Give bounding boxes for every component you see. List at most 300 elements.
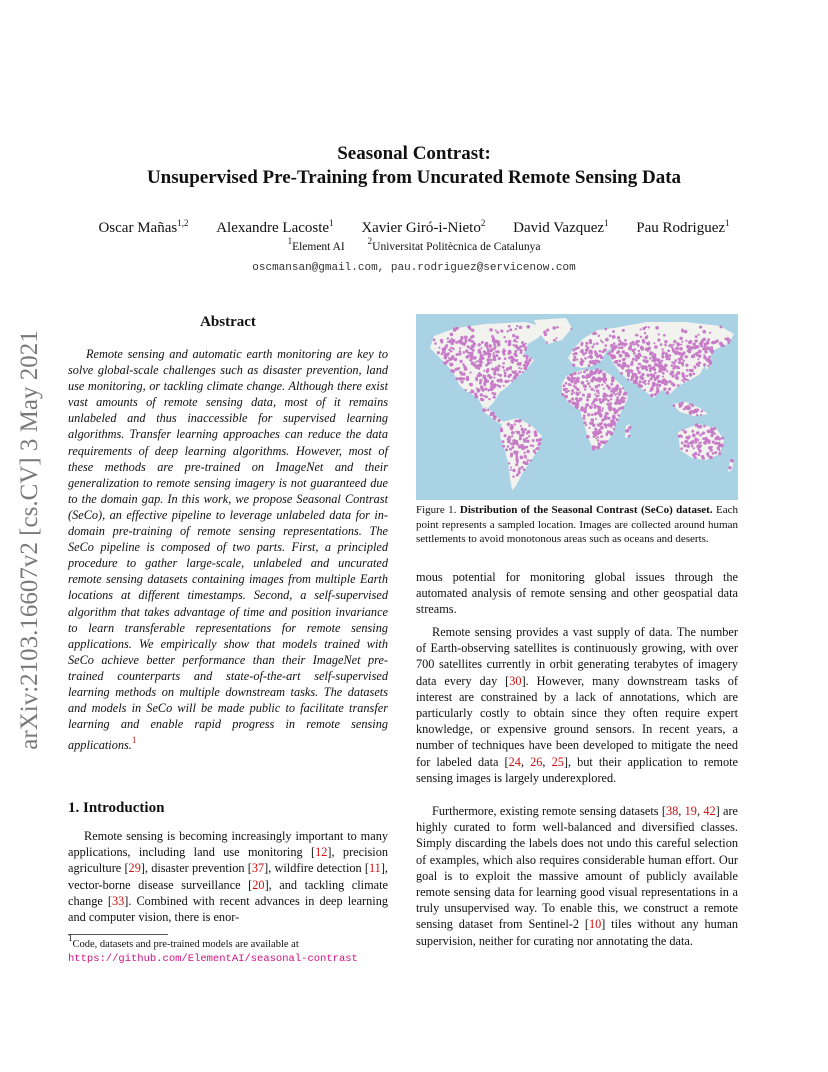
sample-point: [661, 382, 663, 384]
sample-point: [484, 380, 487, 383]
text-run: ]. However, many downstream tasks of interest are constrained by a lack of annotations, which are particularly costly to obtain since they often require expert knowledge, or expensive ground sensors. In recent years, a number of techniques have been developed to mitigate the need for labeled data [: [416, 673, 738, 769]
sample-point: [692, 372, 695, 375]
sample-point: [514, 377, 516, 379]
sample-point: [489, 345, 492, 348]
sample-point: [689, 369, 692, 372]
sample-point: [611, 350, 614, 353]
sample-point: [588, 414, 590, 416]
citation-link[interactable]: 37: [251, 861, 265, 876]
text-run: ,: [542, 754, 552, 769]
sample-point: [444, 354, 447, 357]
sample-point: [496, 331, 499, 334]
sample-point: [714, 433, 716, 435]
sample-point: [668, 345, 670, 347]
sample-point: [455, 377, 458, 380]
sample-point: [532, 439, 535, 442]
sample-point: [520, 425, 522, 427]
sample-point: [519, 364, 521, 366]
sample-point: [464, 339, 467, 342]
sample-point: [497, 350, 500, 353]
sample-point: [502, 445, 505, 448]
sample-point: [654, 383, 657, 386]
sample-point: [681, 341, 683, 343]
sample-point: [703, 354, 705, 356]
text-run: ], disaster prevention [: [140, 861, 252, 876]
sample-point: [645, 326, 647, 328]
sample-point: [478, 344, 480, 346]
sample-point: [503, 353, 506, 356]
sample-point: [697, 364, 700, 367]
sample-point: [594, 332, 597, 335]
sample-point: [684, 330, 687, 333]
sample-point: [668, 357, 671, 360]
sample-point: [660, 343, 663, 346]
sample-point: [438, 347, 440, 349]
sample-point: [517, 347, 521, 351]
sample-point: [556, 326, 558, 328]
sample-point: [680, 344, 682, 346]
sample-point: [664, 340, 667, 343]
sample-point: [586, 396, 588, 398]
citation-link[interactable]: 19: [684, 804, 697, 818]
sample-point: [627, 378, 629, 380]
sample-point: [566, 376, 569, 379]
sample-point: [618, 415, 620, 417]
citation-link[interactable]: 12: [315, 845, 328, 860]
sample-point: [502, 440, 505, 443]
sample-point: [498, 385, 501, 388]
abstract-body: Remote sensing and automatic earth monitoring are key to solve global-scale challenges such as disaster prevention, land use monitoring, or tackling climate change. Although there exist vast amounts of remote sensing data, most of it remains unlabeled and thus inaccessible for supervised learning algorithms. Transfer learning approaches can reduce the data requirements of deep learning algorithms. However, most of these methods are pre-trained on ImageNet and their generalization to remote sensing imagery is not guaranteed due to the domain gap. In this work, we propose Seasonal Contrast (SeCo), an effective pipeline to leverage unlabeled data for in-domain pre-training of remote sensing representations. The SeCo pipeline is composed of two parts. First, a principled procedure to gather large-scale, unlabeled and uncurated remote sensing datasets containing images from multiple Earth locations at different timestamps. Second, a self-supervised algorithm that takes advantage of time and position invariance to learn transferable representations for remote sensing applications. We empirically show that models trained with SeCo achieve better performance than their ImageNet pre-trained counterparts and state-of-the-art self-supervised learning methods on multiple downstream tasks. The datasets and models in SeCo will be made public to facilitate transfer learning and enable rapid progress in remote sensing applications.$^1$: [68, 347, 388, 753]
sample-point: [707, 452, 709, 454]
sample-point: [516, 420, 519, 423]
sample-point: [597, 430, 600, 433]
sample-point: [523, 354, 526, 357]
sample-point: [486, 370, 488, 372]
sample-point: [481, 388, 483, 390]
sample-point: [509, 448, 512, 451]
sample-point: [669, 372, 672, 375]
sample-point: [631, 370, 633, 372]
citation-link[interactable]: 42: [703, 804, 716, 818]
sample-point: [671, 364, 674, 367]
sample-point: [480, 393, 483, 396]
sample-point: [568, 384, 570, 386]
author: Oscar Mañas$^{1,2}$: [98, 218, 189, 236]
sample-point: [697, 358, 699, 360]
sample-point: [699, 343, 701, 345]
sample-point: [472, 362, 475, 365]
sample-point: [661, 355, 664, 358]
sample-point: [511, 361, 513, 363]
sample-point: [603, 388, 605, 390]
sample-point: [699, 434, 701, 436]
sample-point: [477, 360, 479, 362]
sample-point: [466, 368, 468, 370]
sample-point: [572, 348, 575, 351]
sample-point: [605, 432, 608, 435]
sample-point: [715, 339, 718, 342]
sample-point: [594, 393, 596, 395]
sample-point: [590, 418, 594, 422]
paragraph-remote-sensing-supply: [416, 624, 738, 786]
sample-point: [526, 325, 530, 329]
text-run: ] tiles without any human supervision, neither for curating nor annotating the data.: [416, 917, 739, 948]
sample-point: [710, 434, 713, 437]
sample-point: [618, 394, 621, 397]
sample-point: [480, 398, 483, 401]
sample-point: [683, 359, 685, 361]
sample-point: [503, 369, 505, 371]
sample-point: [585, 376, 588, 379]
sample-point: [528, 424, 530, 426]
sample-point: [602, 398, 605, 401]
sample-point: [565, 382, 568, 385]
sample-point: [524, 428, 527, 431]
sample-point: [694, 452, 698, 456]
sample-point: [512, 334, 515, 337]
sample-point: [599, 351, 601, 353]
sample-point: [485, 395, 488, 398]
sample-point: [691, 430, 694, 433]
sample-point: [694, 346, 697, 349]
sample-point: [451, 338, 453, 340]
sample-point: [666, 370, 668, 372]
sample-point: [640, 336, 642, 338]
sample-point: [607, 399, 610, 402]
sample-point: [472, 346, 474, 348]
sample-point: [572, 353, 574, 355]
sample-point: [570, 376, 573, 379]
title-line-1: Seasonal Contrast:: [337, 143, 491, 164]
sample-point: [683, 377, 686, 380]
sample-point: [630, 362, 633, 365]
sample-point: [594, 406, 597, 409]
sample-point: [728, 466, 731, 469]
sample-point: [448, 357, 450, 359]
sample-point: [662, 376, 664, 378]
sample-point: [568, 400, 571, 403]
sample-point: [616, 396, 619, 399]
sample-point: [686, 369, 689, 372]
sample-point: [484, 409, 486, 411]
sample-point: [601, 422, 604, 425]
sample-point: [712, 452, 715, 455]
sample-point: [602, 407, 604, 409]
author-emails[interactable]: oscmansan@gmail.com, pau.rodriguez@servicenow.com: [252, 262, 576, 274]
citation-link[interactable]: 25: [551, 754, 564, 769]
sample-point: [490, 386, 492, 388]
sample-point: [662, 379, 664, 381]
sample-point: [622, 387, 624, 389]
sample-point: [469, 328, 472, 331]
sample-point: [478, 350, 481, 353]
sample-point: [620, 365, 623, 368]
sample-point: [662, 351, 665, 354]
sample-point: [573, 402, 577, 406]
sample-point: [468, 354, 471, 357]
sample-point: [706, 341, 710, 345]
sample-point: [596, 342, 599, 345]
sample-point: [502, 350, 505, 353]
sample-point: [596, 360, 599, 363]
sample-point: [478, 368, 480, 370]
sample-point: [585, 424, 587, 426]
sample-point: [694, 456, 697, 459]
sample-point: [686, 444, 689, 447]
sample-point: [654, 393, 657, 396]
sample-point: [440, 339, 443, 342]
sample-point: [510, 469, 512, 471]
title-line-2: Unsupervised Pre-Training from Uncurated Remote Sensing Data: [146, 167, 682, 188]
sample-point: [516, 442, 519, 445]
citation-link[interactable]: 24: [508, 754, 521, 769]
sample-point: [648, 364, 651, 367]
sample-point: [469, 352, 471, 354]
sample-point: [594, 428, 597, 431]
sample-point: [564, 395, 568, 399]
sample-point: [620, 400, 622, 402]
citation-link[interactable]: 10: [588, 917, 602, 932]
sample-point: [459, 371, 462, 374]
sample-point: [668, 354, 671, 357]
sample-point: [510, 425, 512, 427]
sample-point: [592, 362, 594, 364]
sample-point: [636, 366, 640, 370]
sample-point: [584, 406, 587, 409]
sample-point: [644, 332, 646, 334]
sample-point: [508, 374, 510, 376]
sample-point: [589, 354, 593, 358]
sample-point: [462, 372, 466, 376]
sample-point: [687, 345, 689, 347]
sample-point: [654, 372, 657, 375]
sample-point: [484, 388, 487, 391]
sample-point: [633, 352, 636, 355]
sample-point: [451, 343, 453, 345]
sample-point: [619, 388, 622, 391]
sample-point: [604, 423, 607, 426]
sample-point: [453, 328, 457, 332]
sample-point: [515, 336, 519, 340]
sample-point: [685, 364, 688, 367]
sample-point: [664, 382, 668, 386]
sample-point: [662, 366, 665, 369]
sample-point: [690, 346, 693, 349]
sample-point: [661, 360, 663, 362]
sample-point: [604, 328, 607, 331]
sample-point: [589, 422, 592, 425]
sample-point: [665, 352, 668, 355]
sample-point: [696, 431, 700, 435]
sample-point: [479, 357, 483, 361]
sample-point: [695, 335, 698, 338]
sample-point: [619, 342, 623, 346]
sample-point: [704, 440, 707, 443]
sample-point: [709, 361, 713, 365]
sample-point: [681, 362, 684, 365]
text-run: Remote sensing provides a vast supply of data. The number of Earth-observing satellites is continuously growing, with over 700 satellites currently in orbit generating terabytes of imagery data every day [: [416, 625, 738, 688]
sample-point: [709, 349, 713, 353]
sample-point: [485, 364, 488, 367]
sample-point: [588, 351, 591, 354]
sample-point: [693, 365, 695, 367]
sample-point: [627, 374, 630, 377]
affiliations: [60, 236, 768, 253]
sample-point: [518, 471, 521, 474]
sample-point: [483, 353, 485, 355]
sample-point: [599, 401, 602, 404]
sample-point: [494, 370, 497, 373]
sample-point: [519, 437, 522, 440]
sample-point: [518, 445, 522, 449]
sample-point: [513, 352, 517, 356]
sample-point: [487, 347, 490, 350]
sample-point: [674, 359, 677, 362]
sample-point: [638, 353, 641, 356]
sample-point: [679, 337, 683, 341]
sample-point: [512, 344, 514, 346]
sample-point: [636, 334, 638, 336]
sample-point: [610, 393, 614, 397]
sample-point: [497, 343, 501, 347]
sample-point: [686, 375, 688, 377]
sample-point: [654, 378, 657, 381]
sample-point: [625, 343, 628, 346]
sample-point: [526, 432, 528, 434]
sample-point: [689, 373, 693, 377]
sample-point: [727, 341, 730, 344]
sample-point: [593, 343, 595, 345]
sample-point: [493, 347, 496, 350]
footnote-link[interactable]: https://github.com/ElementAI/seasonal-contrast: [68, 953, 358, 965]
sample-point: [646, 349, 649, 352]
citation-link[interactable]: 26: [530, 754, 543, 769]
sample-point: [702, 348, 705, 351]
sample-point: [714, 451, 717, 454]
sample-point: [681, 442, 684, 445]
sample-point: [606, 412, 609, 415]
sample-point: [634, 348, 636, 350]
sample-point: [576, 358, 578, 360]
sample-point: [629, 345, 632, 348]
sample-point: [573, 392, 575, 394]
sample-point: [577, 346, 580, 349]
sample-point: [452, 347, 455, 350]
sample-point: [632, 343, 634, 345]
sample-point: [641, 347, 644, 350]
citation-link[interactable]: 11: [368, 861, 381, 876]
sample-point: [721, 437, 724, 440]
sample-point: [574, 386, 577, 389]
sample-point: [447, 337, 449, 339]
sample-point: [506, 369, 508, 371]
sample-point: [447, 341, 449, 343]
sample-point: [535, 448, 537, 450]
sample-point: [475, 377, 478, 380]
citation-link[interactable]: 38: [665, 804, 679, 818]
sample-point: [684, 440, 687, 443]
sample-point: [519, 434, 523, 438]
sample-point: [624, 358, 626, 360]
sample-point: [561, 393, 564, 396]
sample-point: [581, 342, 584, 345]
text-run: ], precision agriculture [: [68, 845, 389, 876]
sample-point: [648, 341, 650, 343]
sample-point: [589, 385, 591, 387]
sample-point: [491, 380, 494, 383]
sample-point: [683, 381, 685, 383]
sample-point: [620, 346, 623, 349]
sample-point: [492, 354, 494, 356]
sample-point: [574, 380, 576, 382]
sample-point: [528, 435, 530, 437]
sample-point: [653, 368, 656, 371]
sample-point: [521, 447, 525, 451]
sample-point: [553, 339, 556, 342]
sample-point: [651, 359, 653, 361]
citation-link[interactable]: 33: [111, 893, 125, 908]
footnote-marker[interactable]: 1: [131, 735, 137, 746]
sample-point: [616, 351, 619, 354]
sample-point: [618, 339, 621, 342]
citation-link[interactable]: 29: [128, 861, 141, 876]
sample-point: [617, 402, 620, 405]
sample-point: [602, 350, 605, 353]
sample-point: [470, 355, 472, 357]
sample-point: [639, 375, 643, 379]
sample-point: [603, 441, 607, 445]
sample-point: [675, 373, 678, 376]
sample-point: [583, 370, 586, 373]
sample-point: [498, 365, 501, 368]
sample-point: [523, 438, 525, 440]
citation-link[interactable]: 30: [509, 673, 522, 688]
sample-point: [471, 357, 474, 360]
text-run: ,: [520, 754, 531, 769]
sample-point: [515, 431, 517, 433]
sample-point: [522, 371, 524, 373]
sample-point: [534, 430, 537, 433]
sample-point: [683, 444, 686, 447]
sample-point: [451, 355, 455, 359]
sample-point: [479, 364, 482, 367]
author: Alexandre Lacoste$^1$: [216, 218, 334, 236]
sample-point: [705, 358, 708, 361]
sample-point: [459, 350, 461, 352]
sample-point: [434, 342, 437, 345]
sample-point: [708, 442, 710, 444]
text-run: ], and tackling climate change [: [68, 877, 388, 908]
sample-point: [521, 466, 524, 469]
text-run: ]. Combined with recent advances in deep learning and computer vision, there is enor-: [68, 893, 388, 925]
sample-point: [680, 356, 682, 358]
sample-point: [588, 364, 591, 367]
sample-point: [616, 418, 619, 421]
sample-point: [588, 427, 590, 429]
sample-point: [710, 427, 713, 430]
sample-point: [680, 435, 682, 437]
sample-point: [483, 350, 486, 353]
sample-point: [450, 350, 453, 353]
citation-link[interactable]: 20: [252, 877, 265, 892]
author-list: [60, 219, 768, 237]
sample-point: [462, 363, 465, 366]
sample-point: [675, 376, 679, 380]
sample-point: [565, 390, 568, 393]
sample-point: [521, 341, 524, 344]
sample-point: [674, 351, 678, 355]
sample-point: [591, 388, 594, 391]
